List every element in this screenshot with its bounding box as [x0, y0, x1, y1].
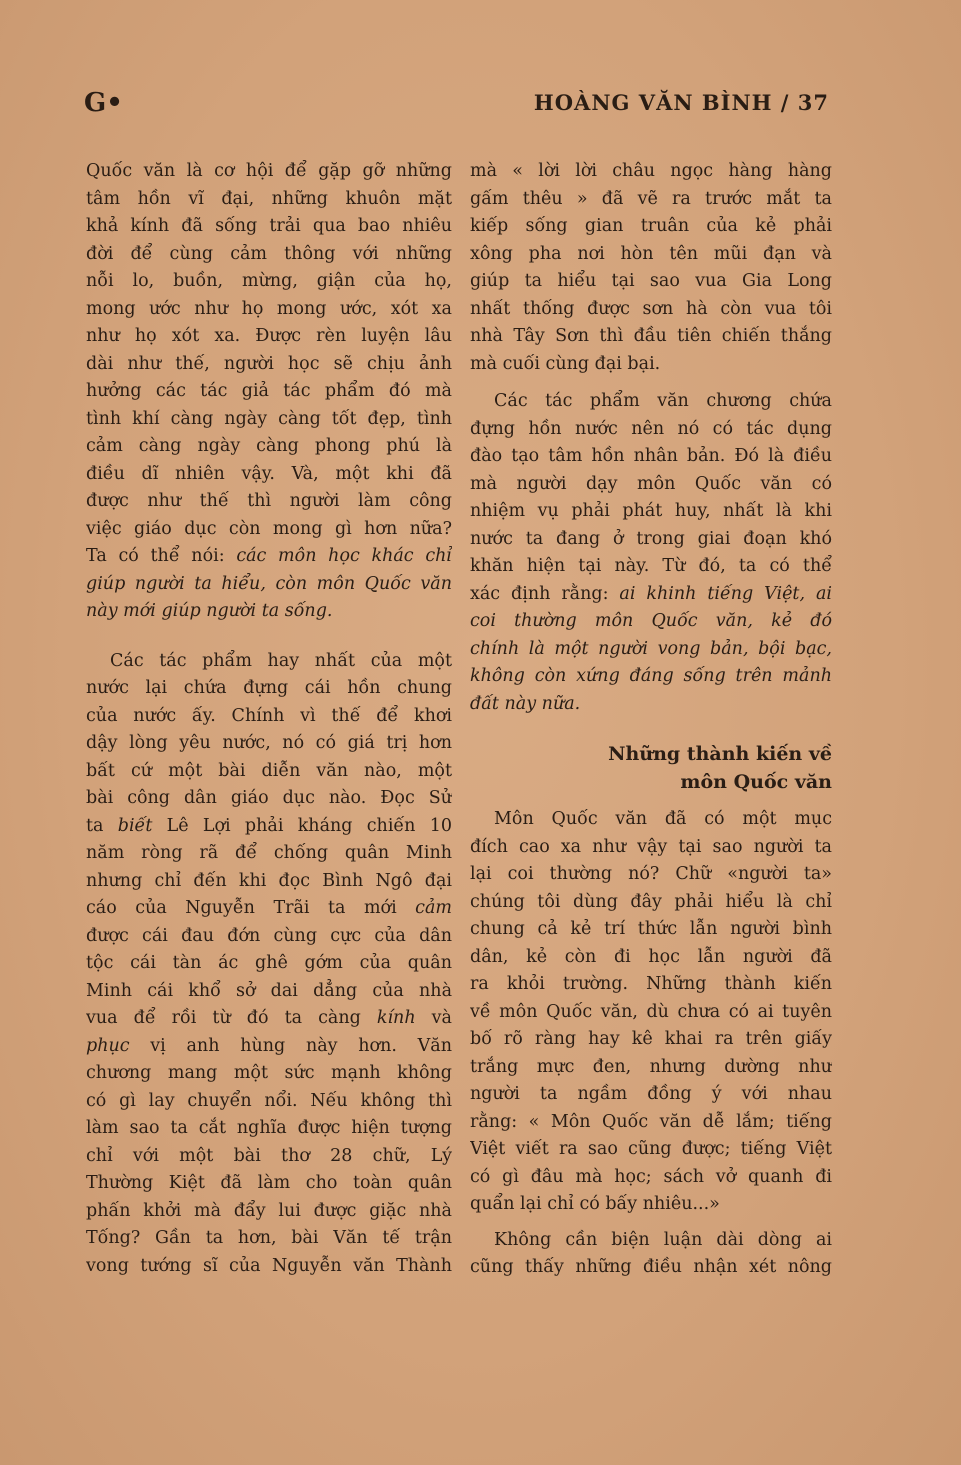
- text-line: mà « lời lời châu ngọc hàng hàng: [470, 161, 832, 181]
- text-line: bất cứ một bài diễn văn nào, một: [86, 760, 452, 781]
- text-line: lại coi thường nó? Chữ «người ta»: [470, 864, 832, 884]
- text-line: phấn khởi mà đẩy lui được giặc nhà: [86, 1200, 452, 1221]
- text-line: Không cần biện luận dài dòng ai: [494, 1229, 832, 1250]
- paragraph-gap: [86, 626, 452, 648]
- text-line: cũng thấy những điều nhận xét nông: [470, 1257, 832, 1277]
- italic-fragment: kính: [376, 1008, 416, 1028]
- text-line: đời để cùng cảm thông với những: [86, 243, 452, 264]
- text-line: được như thế thì người làm công: [86, 491, 452, 511]
- text-line: về môn Quốc văn, dù chưa có ai tuyên: [470, 1001, 832, 1022]
- text-line: có gì đâu mà học; sách vở quanh đi: [470, 1166, 832, 1187]
- text-line: dân, kẻ còn đi học lẫn người đã: [470, 946, 832, 967]
- italic-line: này mới giúp người ta sống.: [86, 601, 333, 621]
- text-line: mà cuối cùng đại bại.: [470, 353, 661, 374]
- page-mark: G•: [84, 88, 123, 118]
- text-line: khăn hiện tại này. Từ đó, ta có thể: [470, 556, 832, 576]
- text-line: Môn Quốc văn đã có một mục: [494, 809, 832, 829]
- text-line: quẩn lại chỉ có bấy nhiêu...»: [470, 1194, 720, 1214]
- italic-fragment: phục: [86, 1035, 130, 1056]
- text-line-mixed: [86, 1005, 452, 1033]
- text-line: ra khỏi trường. Những thành kiến: [470, 974, 832, 994]
- text-line: rằng: « Môn Quốc văn dễ lắm; tiếng: [470, 1111, 832, 1132]
- text-line: gấm thêu » đã vẽ ra trước mắt ta: [470, 188, 832, 209]
- text-line: xông pha nơi hòn tên mũi đạn và: [470, 243, 832, 264]
- italic-fragment: cảm: [415, 898, 452, 918]
- text-line: nhất thống được sơn hà còn vua tôi: [470, 298, 832, 319]
- text-line: bài công dân giáo dục nào. Đọc Sử: [86, 788, 452, 808]
- text-line: nhưng chỉ đến khi đọc Bình Ngô đại: [86, 870, 452, 891]
- text-fragment: và: [415, 1008, 452, 1028]
- text-line: tâm hồn vĩ đại, những khuôn mặt: [86, 188, 452, 209]
- text-line: Tống? Gần ta hơn, bài Văn tế trận: [86, 1228, 452, 1248]
- paragraph-gap: [470, 378, 832, 388]
- text-line: nước lại chứa đựng cái hồn chung: [86, 678, 452, 698]
- text-line: hưởng các tác giả tác phẩm đó mà: [86, 381, 452, 401]
- paragraph-gap: [470, 1219, 832, 1227]
- text-line: nước ta đang ở trong giai đoạn khó: [470, 528, 832, 549]
- text-line: nỗi lo, buồn, mừng, giận của họ,: [86, 271, 452, 291]
- text-line-mixed: [470, 581, 832, 609]
- text-fragment: xác định rằng:: [470, 583, 620, 604]
- text-line: đích cao xa như vậy tại sao người ta: [470, 836, 832, 857]
- text-line: đào tạo tâm hồn nhân bản. Đó là điều: [470, 446, 832, 466]
- text-line: của nước ấy. Chính vì thế để khơi: [86, 705, 452, 726]
- section-heading-line: môn Quốc văn: [680, 771, 832, 793]
- italic-line: giúp người ta hiểu, còn môn Quốc văn: [86, 573, 452, 594]
- text-line: điều dĩ nhiên vậy. Và, một khi đã: [86, 463, 452, 484]
- text-line: trắng mực đen, nhưng dường như: [470, 1056, 832, 1077]
- text-fragment: cáo của Nguyễn Trãi ta mới: [86, 898, 416, 918]
- text-fragment: Lê Lợi phải kháng chiến 10: [152, 815, 452, 836]
- text-line: có gì lay chuyển nổi. Nếu không thì: [86, 1090, 452, 1111]
- text-line: đựng hồn nước nên nó có tác dụng: [470, 418, 832, 439]
- italic-fragment: các môn học khác chỉ: [236, 546, 452, 566]
- text-line: Thường Kiệt đã làm cho toàn quân: [86, 1173, 452, 1193]
- text-line-mixed: [86, 543, 452, 571]
- text-line: chúng tôi dùng đây phải hiểu là chỉ: [470, 891, 832, 912]
- italic-line: chính là một người vong bản, bội bạc,: [470, 638, 832, 659]
- text-line: nhiệm vụ phải phát huy, nhất là khi: [470, 501, 832, 521]
- text-line: Việt viết ra sao cũng được; tiếng Việt: [470, 1139, 832, 1159]
- text-line: Quốc văn là cơ hội để gặp gỡ những: [86, 161, 452, 181]
- text-line: cảm càng ngày càng phong phú là: [86, 436, 452, 456]
- text-line: Các tác phẩm hay nhất của một: [110, 650, 452, 671]
- text-fragment: vua để rồi từ đó ta càng: [86, 1008, 377, 1028]
- text-line: giúp ta hiểu tại sao vua Gia Long: [470, 271, 832, 291]
- text-line: chỉ với một bài thơ 28 chữ, Lý: [86, 1145, 452, 1166]
- right-column: [470, 158, 832, 1282]
- text-line: bố rõ ràng hay kê khai ra trên giấy: [470, 1029, 832, 1049]
- text-line: dài như thế, người học sẽ chịu ảnh: [86, 353, 452, 374]
- text-fragment: vị anh hùng này hơn. Văn: [129, 1035, 452, 1056]
- text-line: người ta ngầm đồng ý với nhau: [470, 1084, 832, 1104]
- left-column: [86, 158, 452, 1280]
- italic-line: coi thường môn Quốc văn, kẻ đó: [470, 611, 832, 631]
- section-heading: [470, 740, 832, 796]
- text-line: chương mang một sức mạnh không: [86, 1063, 452, 1083]
- section-heading-line: Những thành kiến về: [608, 743, 832, 765]
- italic-fragment: biết: [117, 815, 153, 836]
- text-line: làm sao ta cắt nghĩa được hiện tượng: [86, 1118, 452, 1138]
- text-fragment: Ta có thể nói:: [86, 546, 237, 566]
- text-line: được cái đau đớn cùng cực của dân: [86, 925, 452, 946]
- text-line: năm ròng rã để chống quân Minh: [86, 843, 452, 863]
- text-line: tộc cái tàn ác ghê gớm của quân: [86, 953, 452, 973]
- text-line: Minh cái khổ sở dai dẳng của nhà: [86, 980, 452, 1001]
- text-line: kiếp sống gian truân của kẻ phải: [470, 216, 832, 236]
- text-line: dậy lòng yêu nước, nó có giá trị hơn: [86, 733, 452, 753]
- text-line: như họ xót xa. Được rèn luyện lâu: [86, 326, 452, 346]
- text-line-mixed: [86, 1033, 452, 1061]
- italic-line: không còn xứng đáng sống trên mảnh: [470, 666, 832, 686]
- italic-line: đất này nữa.: [470, 693, 581, 714]
- text-line: khả kính đã sống trải qua bao nhiêu: [86, 216, 452, 236]
- text-line: Các tác phẩm văn chương chứa: [494, 391, 832, 411]
- text-line: việc giáo dục còn mong gì hơn nữa?: [86, 518, 452, 539]
- text-line: vong tướng sĩ của Nguyễn văn Thành: [86, 1255, 452, 1276]
- text-fragment: ta: [86, 815, 118, 836]
- running-head: HOÀNG VĂN BÌNH / 37: [533, 90, 829, 115]
- text-line-mixed: [86, 895, 452, 923]
- text-line-mixed: [86, 813, 452, 841]
- text-line: nhà Tây Sơn thì đầu tiên chiến thắng: [470, 326, 832, 346]
- text-line: chung cả kẻ trí thức lẫn người bình: [470, 919, 832, 939]
- text-line: mong ước như họ mong ước, xót xa: [86, 298, 452, 319]
- text-line: tình khí càng ngày càng tốt đẹp, tình: [86, 408, 452, 429]
- italic-fragment: ai khinh tiếng Việt, ai: [619, 583, 832, 604]
- text-line: mà người dạy môn Quốc văn có: [470, 473, 832, 494]
